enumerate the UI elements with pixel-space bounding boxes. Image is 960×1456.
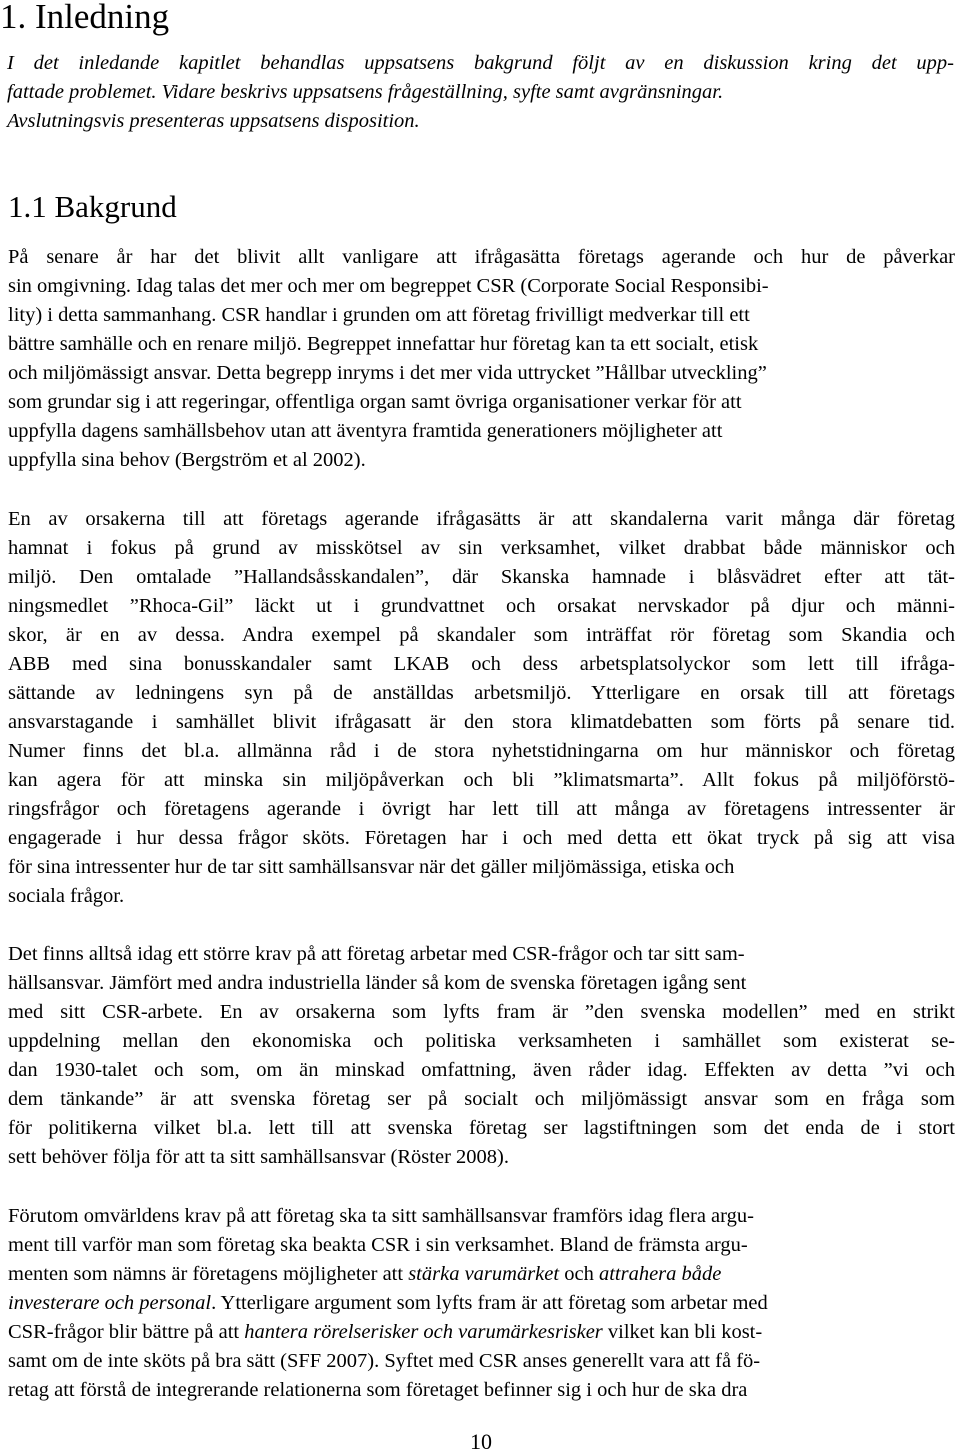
text-line: sett behöver följa för att ta sitt samhällsansvar (Röster 2008).: [8, 1146, 509, 1168]
text-line: retag att förstå de integrerande relationerna som företaget befinner sig i och hur de ska dra: [8, 1379, 748, 1401]
text-line: bättre samhälle och en renare miljö. Begreppet innefattar hur företag kan ta ett socialt, etisk: [8, 333, 759, 355]
text-line: sättande av ledningens syn på de anställdas arbetsmiljö. Ytterligare en orsak till att företags: [8, 682, 955, 704]
text-line: uppfylla dagens samhällsbehov utan att äventyra framtida generationers möjligheter att: [8, 420, 723, 442]
text-line: [8, 1318, 762, 1347]
text-line: hamnat i fokus på grund av misskötsel av sin verksamhet, vilket drabbat både människor och: [8, 537, 955, 559]
text-line: [8, 1289, 768, 1318]
text-line: miljö. Den omtalade ”Hallandsåsskandalen”, där Skanska hamnade i blåsvädret efter att tät-: [8, 566, 955, 588]
emphasis-text: attrahera både: [598, 1263, 722, 1285]
text-line: engagerade i hur dessa frågor sköts. Företagen har i och med detta ett ökat tryck på sig att visa: [8, 827, 955, 849]
text-line: uppdelning mellan den ekonomiska och politiska verksamheten i samhället som existerat se-: [8, 1030, 955, 1052]
text-line: ningsmedlet ”Rhoca-Gil” läckt ut i grundvattnet och orsakat nervskador på djur och männi-: [8, 595, 955, 617]
text-line: kan agera för att minska sin miljöpåverkan och bli ”klimatsmarta”. Allt fokus på miljöförstö-: [8, 769, 955, 791]
text-run: vilket kan bli kost-: [602, 1321, 763, 1343]
text-line: med sitt CSR-arbete. En av orsakerna som lyfts fram är ”den svenska modellen” med en strikt: [8, 1001, 955, 1023]
text-line: ansvarstagande i samhället blivit ifrågasatt är den stora klimatdebatten som förts på senare tid.: [8, 711, 955, 733]
text-line: ment till varför man som företag ska beakta CSR i sin verksamhet. Bland de främsta argu-: [8, 1234, 748, 1256]
text-line: och miljömässigt ansvar. Detta begrepp inryms i det mer vida uttrycket ”Hållbar utveckling”: [8, 362, 767, 384]
intro-line: I det inledande kapitlet behandlas uppsatsens bakgrund följt av en diskussion kring det upp-: [7, 52, 954, 74]
text-run: menten som nämns är företagens möjligheter att: [8, 1263, 409, 1285]
text-run: och: [559, 1263, 599, 1285]
emphasis-text: investerare och personal: [8, 1292, 212, 1314]
text-line: dan 1930-talet och som, om än minskad omfattning, även råder idag. Effekten av detta ”vi och: [8, 1059, 955, 1081]
text-line: En av orsakerna till att företags agerande ifrågasätts är att skandalerna varit många där företag: [8, 508, 955, 530]
emphasis-text: stärka varumärket: [408, 1263, 560, 1285]
emphasis-text: hantera rörelserisker och varumärkesrisker: [244, 1321, 603, 1343]
section-title: 1.1 Bakgrund: [8, 189, 177, 224]
text-line: för sina intressenter hur de tar sitt samhällsansvar när det gäller miljömässiga, etiska och: [8, 856, 735, 878]
text-line: sin omgivning. Idag talas det mer och mer om begreppet CSR (Corporate Social Responsibi-: [8, 275, 769, 297]
intro-line: fattade problemet. Vidare beskrivs uppsatsens frågeställning, syfte samt avgränsningar.: [7, 81, 724, 103]
text-line: dem tänkande” är att svenska företag ser på socialt och miljömässigt ansvar som en fråga som: [8, 1088, 955, 1110]
text-line: Numer finns det bl.a. allmänna råd i de stora nyhetstidningarna om hur människor och företag: [8, 740, 955, 762]
text-line: På senare år har det blivit allt vanligare att ifrågasätta företags agerande och hur de påverkar: [8, 246, 955, 268]
text-line: sociala frågor.: [8, 885, 125, 907]
text-run: . Ytterligare argument som lyfts fram är att företag som arbetar med: [211, 1292, 768, 1314]
intro-line: Avslutningsvis presenteras uppsatsens disposition.: [7, 110, 420, 132]
page-number: 10: [470, 1429, 492, 1454]
text-line: [8, 1260, 721, 1289]
text-line: skor, är en av dessa. Andra exempel på skandaler som inträffat rör företag som Skandia och: [8, 624, 955, 646]
text-line: uppfylla sina behov (Bergström et al 2002).: [8, 449, 366, 471]
text-line: för politikerna vilket bl.a. lett till att svenska företag ser lagstiftningen som det enda de i stort: [8, 1117, 955, 1139]
text-line: lity) i detta sammanhang. CSR handlar i grunden om att företag frivilligt medverkar till ett: [8, 304, 750, 326]
text-run: CSR-frågor blir bättre på att: [8, 1321, 245, 1343]
text-line: Det finns alltså idag ett större krav på att företag arbetar med CSR-frågor och tar sitt sam-: [8, 943, 745, 965]
chapter-title: 1. Inledning: [0, 0, 170, 36]
text-line: Förutom omvärldens krav på att företag ska ta sitt samhällsansvar framförs idag flera argu-: [8, 1205, 754, 1227]
text-line: ABB med sina bonusskandaler samt LKAB och dess arbetsplatsolyckor som lett till ifråga-: [8, 653, 955, 675]
text-line: hällsansvar. Jämfört med andra industriella länder så kom de svenska företagen igång sent: [8, 972, 747, 994]
text-line: samt om de inte sköts på bra sätt (SFF 2007). Syftet med CSR anses generellt vara att få fö-: [8, 1350, 761, 1372]
text-line: som grundar sig i att regeringar, offentliga organ samt övriga organisationer verkar för att: [8, 391, 742, 413]
text-line: ringsfrågor och företagens agerande i övrigt har lett till att många av företagens intressenter är: [8, 798, 955, 820]
